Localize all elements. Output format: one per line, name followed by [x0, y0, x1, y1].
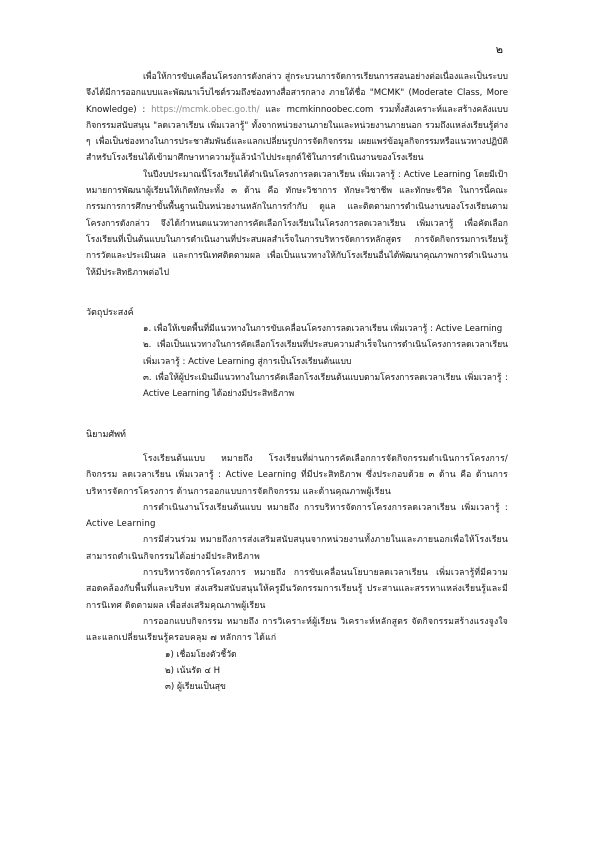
- background-paragraph: ในปีงบประมาณนี้โรงเรียนได้ดำเนินโครงการลดเวลาเรียน เพิ่มเวลารู้ : Active Learning โดยมีเป้าหมายการพัฒนาผู้เรียนให้เกิดทักษะทั้ง ๓ ด้าน คือ ทักษะวิชาการ ทักษะวิชาชีพ และทักษะชีวิต ในการนี้คณะกรรมการการศึกษาขั้นพื้นฐานเป็นหน่วยงานหลักในการกำกับ ดูแล และติดตามการดำเนินงานของโรงเรียนตามโครงการดังกล่าว จึงได้กำหนดแนวทางการคัดเลือกโรงเรียนในโครงการลดเวลาเรียน เพิ่มเวลารู้ เพื่อคัดเลือกโรงเรียนที่เป็นต้นแบบในการดำเนินงานที่ประสบผลสำเร็จในการบริหารจัดการหลักสูตร การจัดกิจกรรมการเรียนรู้ การวัดและประเมินผล และการนิเทศติดตามผล เพื่อเป็นแนวทางให้กับโรงเรียนอื่นได้พัฒนาคุณภาพการดำเนินงานให้มีประสิทธิภาพต่อไป: [86, 169, 508, 278]
- objectives-heading: วัตถุประสงค์: [86, 307, 134, 318]
- objective-item: ๑. เพื่อให้เขตพื้นที่มีแนวทางในการขับเคลื่อนโครงการลดเวลาเรียน เพิ่มเวลารู้ : Active Learning: [143, 324, 503, 335]
- definition-item: การดำเนินงานโรงเรียนต้นแบบ หมายถึง การบริหารจัดการโครงการลดเวลาเรียน เพิ่มเวลารู้ : Active Learning: [86, 502, 508, 530]
- definition-item: การมีส่วนร่วม หมายถึงการส่งเสริมสนับสนุนจากหน่วยงานทั้งภายในและภายนอกเพื่อให้โรงเรียนสามารถดำเนินกิจกรรมได้อย่างมีประสิทธิภาพ: [86, 535, 508, 562]
- spacer: [86, 281, 508, 289]
- intro-text-end: และ mcmkinnoobec.com รวมทั้งสังเคราะห์และสร้างคลังแบบกิจกรรมสนับสนุน "ลดเวลาเรียน เพิ่มเวลารู้" ทั้งจากหน่วยงานภายในและหน่วยงานภายนอก รวมถึงแหล่งเรียนรู้ต่าง ๆ เพื่อเป็นช่องทางในการประชาสัมพันธ์และแลกเปลี่ยนรูปการจัดกิจกรรม เผยแพร่ข้อมูลกิจกรรมหรือแนวทางปฏิบัติสำหรับโรงเรียนได้เข้ามาศึกษาหาความรู้แล้วนำไปประยุกต์ใช้ในการดำเนินงานของโรงเรียน: [86, 104, 508, 164]
- spacer: [86, 403, 508, 411]
- principle-item: ๓) ผู้เรียนเป็นสุข: [165, 682, 226, 693]
- spacer: [86, 443, 508, 451]
- page-number: ๒: [495, 43, 503, 56]
- principle-item: ๒) เน้นรัด ๔ H: [165, 665, 221, 676]
- intro-paragraph: [86, 69, 508, 167]
- definition-item: การบริหารจัดการโครงการ หมายถึง การขับเคลื่อนนโยบายลดเวลาเรียน เพิ่มเวลารู้ที่มีความสอดคล้องกับพื้นที่และบริบท ส่งเสริมสนับสนุนให้ครูมีนวัตกรรมการเรียนรู้ ประสานและสรรหาแหล่งเรียนรู้และมีการนิเทศ ติดตามผล เพื่อส่งเสริมคุณภาพผู้เรียน: [86, 568, 508, 611]
- page-content: [86, 69, 508, 695]
- objective-item: ๒. เพื่อเป็นแนวทางในการคัดเลือกโรงเรียนที่ประสบความสำเร็จในการดำเนินโครงการลดเวลาเรียน เพิ่มเวลารู้ : Active Learning สู่การเป็นโรงเรียนต้นแบบ: [143, 340, 508, 367]
- definition-item: โรงเรียนต้นแบบ หมายถึง โรงเรียนที่ผ่านการคัดเลือกการจัดกิจกรรมดำเนินการโครงการ/กิจกรรม ลดเวลาเรียน เพิ่มเวลารู้ : Active Learning ที่มีประสิทธิภาพ ซึ่งประกอบด้วย ๓ ด้าน คือ ด้านการบริหารจัดการโครงการ ด้านการออกแบบการจัดกิจกรรม และด้านคุณภาพผู้เรียน: [86, 453, 508, 497]
- mcmk-link[interactable]: https://mcmk.obec.go.th/: [151, 104, 260, 115]
- intro-text-start: เพื่อให้การขับเคลื่อนโครงการดังกล่าว สู่กระบวนการจัดการเรียนการสอนอย่างต่อเนื่องและเป็นระบบ จึงได้มีการออกแบบและพัฒนาเว็บไซต์รวมถึงช่องทางสื่อสารกลาง ภายใต้ชื่อ "MCMK" (Moderate Class, More Knowledge) :: [86, 72, 508, 115]
- objective-item: ๓. เพื่อให้ผู้ประเมินมีแนวทางในการคัดเลือกโรงเรียนต้นแบบตามโครงการลดเวลาเรียน เพิ่มเวลารู้ : Active Learning ได้อย่างมีประสิทธิภาพ: [143, 373, 508, 400]
- definition-item: การออกแบบกิจกรรม หมายถึง การวิเคราะห์ผู้เรียน วิเคราะห์หลักสูตร จัดกิจกรรมสร้างแรงจูงใจ และแลกเปลี่ยนเรียนรู้ครอบคลุม ๗ หลักการ ได้แก่: [86, 616, 508, 644]
- definitions-heading: นิยามศัพท์: [86, 429, 126, 440]
- principle-item: ๑) เชื่อมโยงตัวชี้วัด: [165, 649, 237, 660]
